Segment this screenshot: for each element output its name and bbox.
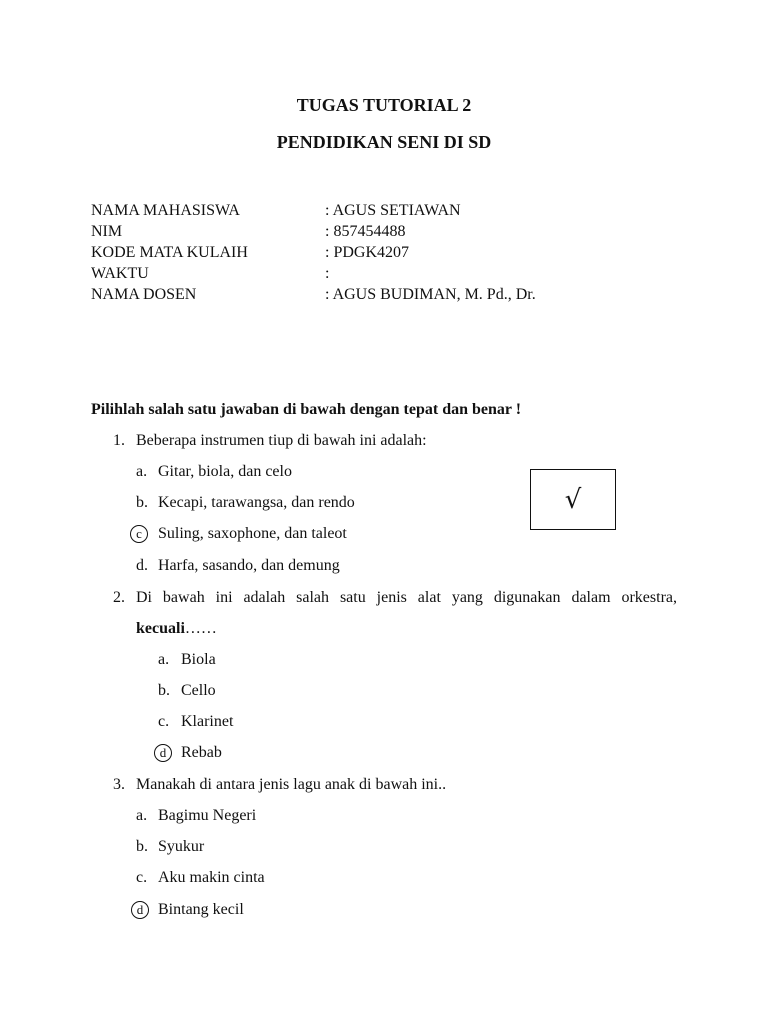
- question-text-continuation: [136, 619, 217, 639]
- selected-answer-circle: d: [131, 901, 149, 919]
- question-number: 1.: [113, 432, 125, 449]
- check-box: [530, 469, 616, 530]
- question-number: 3.: [113, 776, 125, 793]
- instruction-text: Pilihlah salah satu jawaban di bawah dengan tepat dan benar !: [91, 401, 522, 418]
- option-text: Rebab: [181, 744, 222, 761]
- question-number: 2.: [113, 589, 125, 606]
- identity-value: : PDGK4207: [325, 244, 410, 261]
- identity-value: :: [325, 265, 330, 282]
- option-text: Kecapi, tarawangsa, dan rendo: [158, 494, 355, 511]
- option-text: Harfa, sasando, dan demung: [158, 557, 340, 574]
- option-letter: b.: [136, 494, 148, 511]
- option-text: Bagimu Negeri: [158, 807, 257, 824]
- option-text: Bintang kecil: [158, 901, 244, 918]
- emphasis-text: kecuali: [136, 620, 185, 637]
- option-letter: c.: [136, 869, 148, 886]
- page-subtitle: PENDIDIKAN SENI DI SD: [276, 132, 492, 152]
- identity-label: WAKTU: [91, 265, 149, 282]
- option-text: Aku makin cinta: [158, 869, 265, 886]
- option-letter: b.: [158, 682, 170, 699]
- option-letter: d.: [136, 557, 148, 574]
- checkmark-icon: √: [564, 484, 582, 515]
- page-title: TUGAS TUTORIAL 2: [296, 95, 472, 115]
- option-letter: a.: [136, 807, 148, 824]
- option-text: Syukur: [158, 838, 205, 855]
- identity-label: NIM: [91, 223, 123, 240]
- ellipsis-text: ……: [184, 620, 217, 637]
- selected-answer-circle: c: [130, 525, 148, 543]
- option-text: Gitar, biola, dan celo: [158, 463, 292, 480]
- identity-value: : AGUS BUDIMAN, M. Pd., Dr.: [325, 286, 536, 303]
- option-text: Klarinet: [181, 713, 234, 730]
- option-text: Biola: [181, 651, 216, 668]
- question-text: Beberapa instrumen tiup di bawah ini adalah:: [136, 432, 427, 449]
- option-letter: a.: [136, 463, 148, 480]
- identity-label: NAMA DOSEN: [91, 286, 197, 303]
- identity-value: : AGUS SETIAWAN: [325, 202, 461, 219]
- option-text: Suling, saxophone, dan taleot: [158, 525, 347, 542]
- question-text: Di bawah ini adalah salah satu jenis alat yang digunakan dalam orkestra,: [136, 589, 677, 606]
- identity-label: KODE MATA KULAIH: [91, 244, 248, 261]
- option-letter: a.: [158, 651, 170, 668]
- option-letter: c.: [158, 713, 170, 730]
- option-text: Cello: [181, 682, 216, 699]
- question-text: Manakah di antara jenis lagu anak di bawah ini..: [136, 776, 447, 793]
- identity-label: NAMA MAHASISWA: [91, 202, 240, 219]
- identity-value: : 857454488: [325, 223, 406, 240]
- option-letter: b.: [136, 838, 148, 855]
- selected-answer-circle: d: [154, 744, 172, 762]
